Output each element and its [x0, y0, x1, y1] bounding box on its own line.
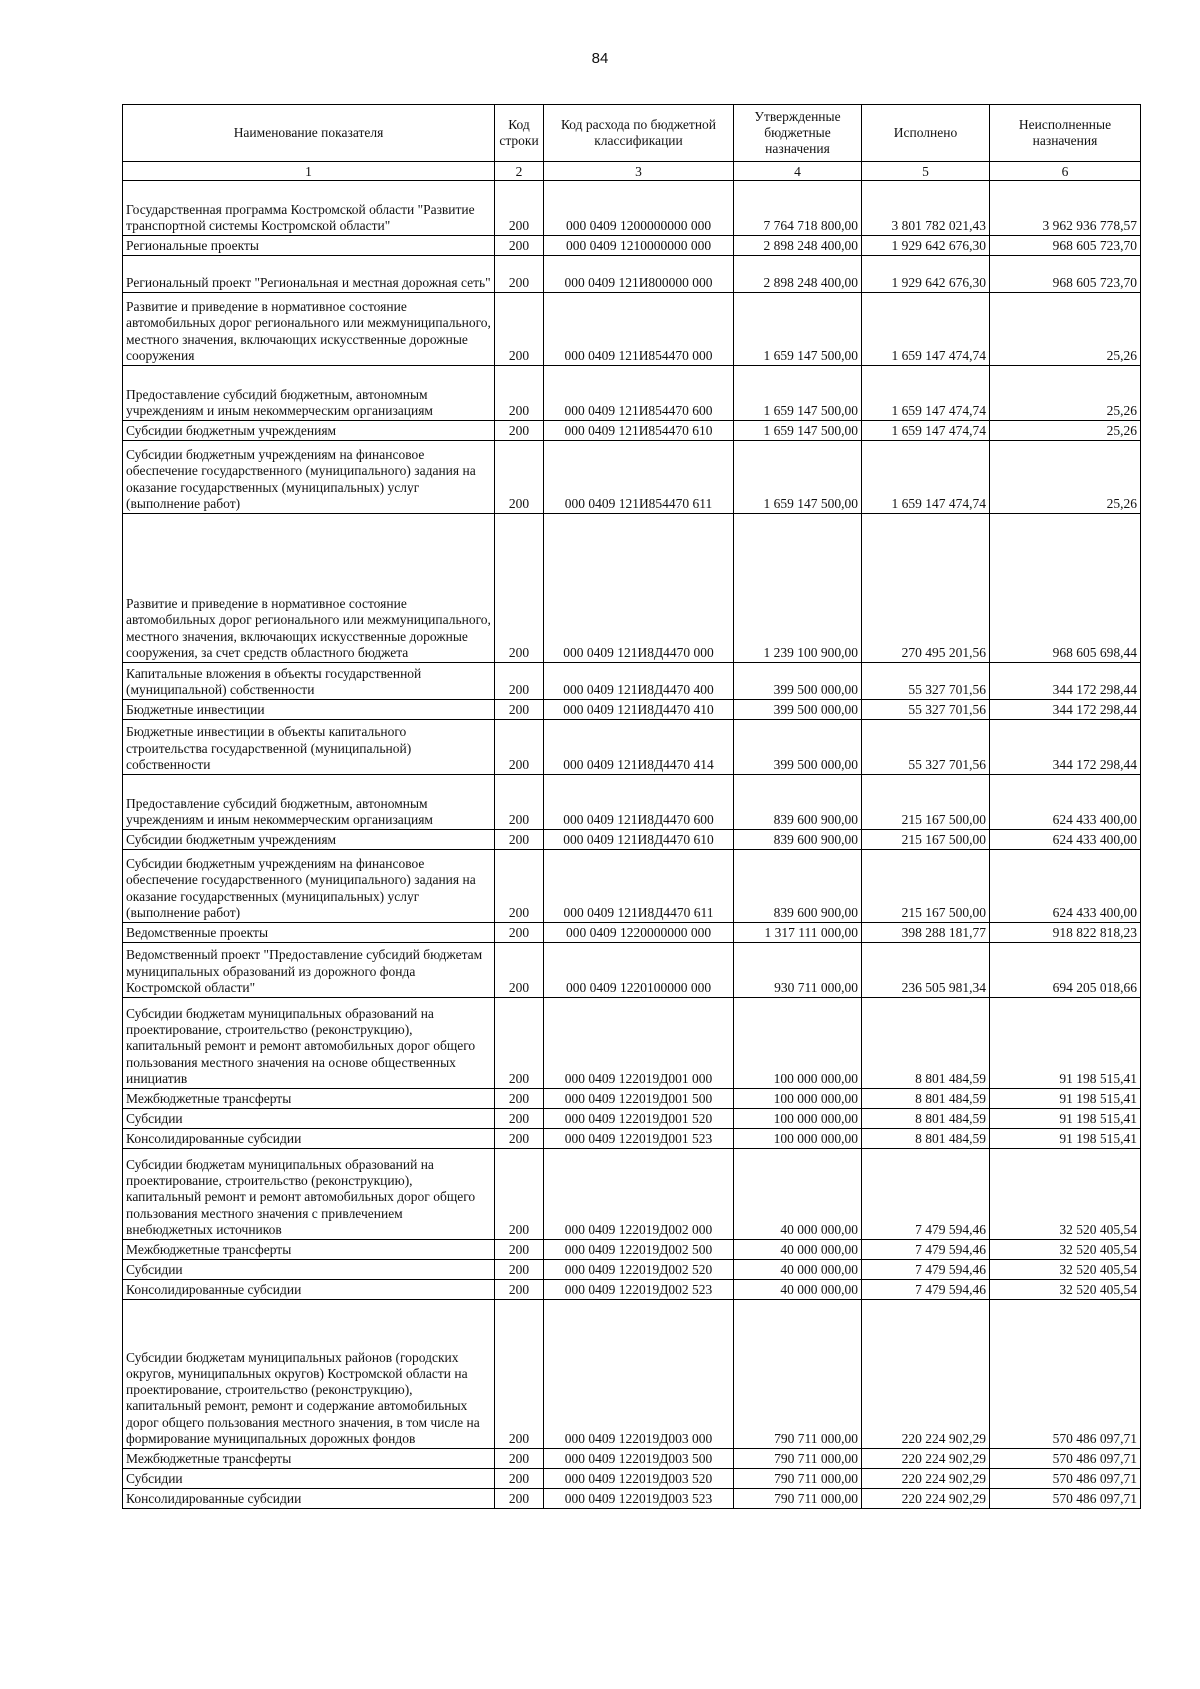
line-code: 200: [495, 1109, 544, 1129]
header-row: [123, 105, 1141, 162]
executed-amount: 3 801 782 021,43: [862, 181, 990, 236]
unexecuted-amount: 32 520 405,54: [990, 1149, 1141, 1240]
indicator-name: Субсидии: [123, 1469, 495, 1489]
executed-amount: 1 929 642 676,30: [862, 256, 990, 293]
table-row: [123, 998, 1141, 1089]
column-number: 5: [862, 162, 990, 181]
indicator-name: Консолидированные субсидии: [123, 1280, 495, 1300]
budget-classification-code: 000 0409 122019Д002 523: [544, 1280, 734, 1300]
budget-classification-code: 000 0409 121И800000 000: [544, 256, 734, 293]
budget-classification-code: 000 0409 121И8Д4470 611: [544, 850, 734, 923]
table-row: [123, 1260, 1141, 1280]
header-budget-classification: Код расхода по бюджетной классификации: [544, 105, 734, 162]
budget-classification-code: 000 0409 121И8Д4470 610: [544, 830, 734, 850]
line-code: 200: [495, 441, 544, 514]
header-indicator-name: Наименование показателя: [123, 105, 495, 162]
unexecuted-amount: 968 605 723,70: [990, 256, 1141, 293]
indicator-name: Субсидии бюджетам муниципальных образований на проектирование, строительство (реконструкцию), капитальный ремонт и ремонт автомобильных дорог общего пользования местного значения с привлечением внебюджетных источников: [123, 1149, 495, 1240]
executed-amount: 236 505 981,34: [862, 943, 990, 998]
line-code: 200: [495, 923, 544, 943]
unexecuted-amount: 624 433 400,00: [990, 850, 1141, 923]
approved-amount: 40 000 000,00: [734, 1240, 862, 1260]
line-code: 200: [495, 1240, 544, 1260]
approved-amount: 790 711 000,00: [734, 1449, 862, 1469]
unexecuted-amount: 25,26: [990, 293, 1141, 366]
page-number: 84: [591, 50, 609, 67]
header-executed: Исполнено: [862, 105, 990, 162]
header-line-code: Код строки: [495, 105, 544, 162]
indicator-name: Субсидии бюджетам муниципальных образований на проектирование, строительство (реконструкцию), капитальный ремонт и ремонт автомобильных дорог общего пользования местного значения на основе общественных инициатив: [123, 998, 495, 1089]
budget-classification-code: 000 0409 1200000000 000: [544, 181, 734, 236]
indicator-name: Межбюджетные трансферты: [123, 1089, 495, 1109]
approved-amount: 1 317 111 000,00: [734, 923, 862, 943]
approved-amount: 40 000 000,00: [734, 1149, 862, 1240]
table-row: [123, 923, 1141, 943]
approved-amount: 2 898 248 400,00: [734, 236, 862, 256]
unexecuted-amount: 32 520 405,54: [990, 1280, 1141, 1300]
line-code: 200: [495, 998, 544, 1089]
indicator-name: Консолидированные субсидии: [123, 1129, 495, 1149]
table-row: [123, 830, 1141, 850]
unexecuted-amount: 344 172 298,44: [990, 700, 1141, 720]
budget-classification-code: 000 0409 121И8Д4470 414: [544, 720, 734, 775]
executed-amount: 215 167 500,00: [862, 775, 990, 830]
unexecuted-amount: 570 486 097,71: [990, 1449, 1141, 1469]
approved-amount: 839 600 900,00: [734, 850, 862, 923]
indicator-name: Субсидии бюджетным учреждениям на финансовое обеспечение государственного (муниципального) задания на оказание государственных (муниципальных) услуг (выполнение работ): [123, 441, 495, 514]
executed-amount: 220 224 902,29: [862, 1489, 990, 1509]
line-code: 200: [495, 943, 544, 998]
line-code: 200: [495, 1129, 544, 1149]
approved-amount: 1 659 147 500,00: [734, 366, 862, 421]
budget-classification-code: 000 0409 121И854470 611: [544, 441, 734, 514]
executed-amount: 1 659 147 474,74: [862, 366, 990, 421]
table-row: [123, 1240, 1141, 1260]
indicator-name: Субсидии: [123, 1260, 495, 1280]
line-code: 200: [495, 293, 544, 366]
line-code: 200: [495, 236, 544, 256]
executed-amount: 8 801 484,59: [862, 1109, 990, 1129]
executed-amount: 8 801 484,59: [862, 1089, 990, 1109]
budget-classification-code: 000 0409 1210000000 000: [544, 236, 734, 256]
indicator-name: Бюджетные инвестиции: [123, 700, 495, 720]
unexecuted-amount: 570 486 097,71: [990, 1469, 1141, 1489]
table-row: [123, 514, 1141, 663]
column-number: 3: [544, 162, 734, 181]
executed-amount: 220 224 902,29: [862, 1300, 990, 1449]
unexecuted-amount: 918 822 818,23: [990, 923, 1141, 943]
line-code: 200: [495, 421, 544, 441]
approved-amount: 399 500 000,00: [734, 663, 862, 700]
unexecuted-amount: 32 520 405,54: [990, 1240, 1141, 1260]
indicator-name: Субсидии бюджетным учреждениям на финансовое обеспечение государственного (муниципального) задания на оказание государственных (муниципальных) услуг (выполнение работ): [123, 850, 495, 923]
line-code: 200: [495, 181, 544, 236]
line-code: 200: [495, 514, 544, 663]
budget-classification-code: 000 0409 121И854470 600: [544, 366, 734, 421]
budget-classification-code: 000 0409 1220000000 000: [544, 923, 734, 943]
approved-amount: 100 000 000,00: [734, 1129, 862, 1149]
unexecuted-amount: 344 172 298,44: [990, 720, 1141, 775]
executed-amount: 215 167 500,00: [862, 850, 990, 923]
executed-amount: 1 659 147 474,74: [862, 441, 990, 514]
budget-classification-code: 000 0409 122019Д002 000: [544, 1149, 734, 1240]
unexecuted-amount: 91 198 515,41: [990, 1109, 1141, 1129]
unexecuted-amount: 570 486 097,71: [990, 1300, 1141, 1449]
table-row: [123, 1129, 1141, 1149]
line-code: 200: [495, 256, 544, 293]
indicator-name: Предоставление субсидий бюджетным, автономным учреждениям и иным некоммерческим организациям: [123, 366, 495, 421]
line-code: 200: [495, 1149, 544, 1240]
indicator-name: Предоставление субсидий бюджетным, автономным учреждениям и иным некоммерческим организациям: [123, 775, 495, 830]
executed-amount: 7 479 594,46: [862, 1260, 990, 1280]
budget-classification-code: 000 0409 122019Д003 500: [544, 1449, 734, 1469]
line-code: 200: [495, 1489, 544, 1509]
budget-classification-code: 000 0409 122019Д001 520: [544, 1109, 734, 1129]
line-code: 200: [495, 775, 544, 830]
line-code: 200: [495, 720, 544, 775]
budget-execution-table: [122, 104, 1141, 1509]
unexecuted-amount: 968 605 698,44: [990, 514, 1141, 663]
executed-amount: 55 327 701,56: [862, 663, 990, 700]
unexecuted-amount: 624 433 400,00: [990, 830, 1141, 850]
budget-classification-code: 000 0409 122019Д003 523: [544, 1489, 734, 1509]
line-code: 200: [495, 1280, 544, 1300]
executed-amount: 55 327 701,56: [862, 700, 990, 720]
executed-amount: 7 479 594,46: [862, 1149, 990, 1240]
unexecuted-amount: 694 205 018,66: [990, 943, 1141, 998]
approved-amount: 399 500 000,00: [734, 700, 862, 720]
column-number-row: [123, 162, 1141, 181]
indicator-name: Капитальные вложения в объекты государственной (муниципальной) собственности: [123, 663, 495, 700]
budget-classification-code: 000 0409 121И8Д4470 400: [544, 663, 734, 700]
approved-amount: 1 659 147 500,00: [734, 421, 862, 441]
table-row: [123, 256, 1141, 293]
header-unexecuted: Неисполненные назначения: [990, 105, 1141, 162]
budget-classification-code: 000 0409 122019Д003 520: [544, 1469, 734, 1489]
approved-amount: 839 600 900,00: [734, 830, 862, 850]
budget-classification-code: 000 0409 122019Д001 000: [544, 998, 734, 1089]
table-row: [123, 1449, 1141, 1469]
table-row: [123, 775, 1141, 830]
line-code: 200: [495, 663, 544, 700]
executed-amount: 215 167 500,00: [862, 830, 990, 850]
unexecuted-amount: 3 962 936 778,57: [990, 181, 1141, 236]
table-row: [123, 1089, 1141, 1109]
table-row: [123, 720, 1141, 775]
approved-amount: 40 000 000,00: [734, 1280, 862, 1300]
unexecuted-amount: 25,26: [990, 421, 1141, 441]
approved-amount: 40 000 000,00: [734, 1260, 862, 1280]
unexecuted-amount: 968 605 723,70: [990, 236, 1141, 256]
indicator-name: Субсидии бюджетным учреждениям: [123, 830, 495, 850]
approved-amount: 930 711 000,00: [734, 943, 862, 998]
unexecuted-amount: 32 520 405,54: [990, 1260, 1141, 1280]
approved-amount: 1 659 147 500,00: [734, 293, 862, 366]
column-number: 6: [990, 162, 1141, 181]
unexecuted-amount: 91 198 515,41: [990, 1089, 1141, 1109]
unexecuted-amount: 25,26: [990, 441, 1141, 514]
budget-classification-code: 000 0409 121И854470 000: [544, 293, 734, 366]
indicator-name: Субсидии бюджетным учреждениям: [123, 421, 495, 441]
line-code: 200: [495, 830, 544, 850]
budget-classification-code: 000 0409 122019Д001 500: [544, 1089, 734, 1109]
line-code: 200: [495, 700, 544, 720]
budget-classification-code: 000 0409 121И8Д4470 600: [544, 775, 734, 830]
indicator-name: Ведомственные проекты: [123, 923, 495, 943]
indicator-name: Межбюджетные трансферты: [123, 1449, 495, 1469]
budget-classification-code: 000 0409 121И8Д4470 000: [544, 514, 734, 663]
column-number: 1: [123, 162, 495, 181]
budget-classification-code: 000 0409 121И8Д4470 410: [544, 700, 734, 720]
line-code: 200: [495, 1300, 544, 1449]
budget-classification-code: 000 0409 122019Д001 523: [544, 1129, 734, 1149]
table-row: [123, 236, 1141, 256]
approved-amount: 790 711 000,00: [734, 1489, 862, 1509]
table-row: [123, 1300, 1141, 1449]
column-number: 4: [734, 162, 862, 181]
indicator-name: Региональные проекты: [123, 236, 495, 256]
unexecuted-amount: 25,26: [990, 366, 1141, 421]
table-row: [123, 850, 1141, 923]
unexecuted-amount: 91 198 515,41: [990, 1129, 1141, 1149]
table-row: [123, 1280, 1141, 1300]
approved-amount: 790 711 000,00: [734, 1300, 862, 1449]
line-code: 200: [495, 850, 544, 923]
budget-classification-code: 000 0409 122019Д003 000: [544, 1300, 734, 1449]
indicator-name: Бюджетные инвестиции в объекты капитального строительства государственной (муниципальной) собственности: [123, 720, 495, 775]
unexecuted-amount: 344 172 298,44: [990, 663, 1141, 700]
approved-amount: 100 000 000,00: [734, 998, 862, 1089]
table-row: [123, 700, 1141, 720]
indicator-name: Развитие и приведение в нормативное состояние автомобильных дорог регионального или межмуниципального, местного значения, включающих искусственные дорожные сооружения: [123, 293, 495, 366]
executed-amount: 1 929 642 676,30: [862, 236, 990, 256]
budget-classification-code: 000 0409 122019Д002 520: [544, 1260, 734, 1280]
line-code: 200: [495, 366, 544, 421]
unexecuted-amount: 570 486 097,71: [990, 1489, 1141, 1509]
budget-classification-code: 000 0409 122019Д002 500: [544, 1240, 734, 1260]
indicator-name: Ведомственный проект "Предоставление субсидий бюджетам муниципальных образований из дорожного фонда Костромской области": [123, 943, 495, 998]
executed-amount: 7 479 594,46: [862, 1280, 990, 1300]
table-row: [123, 1469, 1141, 1489]
approved-amount: 790 711 000,00: [734, 1469, 862, 1489]
executed-amount: 8 801 484,59: [862, 1129, 990, 1149]
indicator-name: Консолидированные субсидии: [123, 1489, 495, 1509]
line-code: 200: [495, 1089, 544, 1109]
table-row: [123, 181, 1141, 236]
executed-amount: 270 495 201,56: [862, 514, 990, 663]
indicator-name: Государственная программа Костромской области "Развитие транспортной системы Костромской области": [123, 181, 495, 236]
line-code: 200: [495, 1469, 544, 1489]
approved-amount: 2 898 248 400,00: [734, 256, 862, 293]
executed-amount: 220 224 902,29: [862, 1469, 990, 1489]
header-approved: Утвержденные бюджетные назначения: [734, 105, 862, 162]
executed-amount: 7 479 594,46: [862, 1240, 990, 1260]
indicator-name: Региональный проект "Региональная и местная дорожная сеть": [123, 256, 495, 293]
table-row: [123, 1109, 1141, 1129]
approved-amount: 7 764 718 800,00: [734, 181, 862, 236]
executed-amount: 1 659 147 474,74: [862, 293, 990, 366]
budget-classification-code: 000 0409 1220100000 000: [544, 943, 734, 998]
unexecuted-amount: 91 198 515,41: [990, 998, 1141, 1089]
table-row: [123, 1149, 1141, 1240]
table-row: [123, 421, 1141, 441]
approved-amount: 1 659 147 500,00: [734, 441, 862, 514]
unexecuted-amount: 624 433 400,00: [990, 775, 1141, 830]
indicator-name: Межбюджетные трансферты: [123, 1240, 495, 1260]
approved-amount: 839 600 900,00: [734, 775, 862, 830]
approved-amount: 399 500 000,00: [734, 720, 862, 775]
table-row: [123, 293, 1141, 366]
executed-amount: 8 801 484,59: [862, 998, 990, 1089]
executed-amount: 1 659 147 474,74: [862, 421, 990, 441]
executed-amount: 55 327 701,56: [862, 720, 990, 775]
budget-classification-code: 000 0409 121И854470 610: [544, 421, 734, 441]
table-row: [123, 366, 1141, 421]
table-row: [123, 1489, 1141, 1509]
approved-amount: 100 000 000,00: [734, 1089, 862, 1109]
table-row: [123, 663, 1141, 700]
column-number: 2: [495, 162, 544, 181]
executed-amount: 220 224 902,29: [862, 1449, 990, 1469]
table-body: [123, 181, 1141, 1509]
indicator-name: Субсидии бюджетам муниципальных районов (городских округов, муниципальных округов) Костромской области на проектирование, строительство (реконструкцию), капитальный ремонт, ремонт и содержание автомобильных дорог общего пользования местного значения, в том числе на формирование муниципальных дорожных фондов: [123, 1300, 495, 1449]
executed-amount: 398 288 181,77: [862, 923, 990, 943]
line-code: 200: [495, 1449, 544, 1469]
approved-amount: 1 239 100 900,00: [734, 514, 862, 663]
approved-amount: 100 000 000,00: [734, 1109, 862, 1129]
table-row: [123, 943, 1141, 998]
indicator-name: Субсидии: [123, 1109, 495, 1129]
table-row: [123, 441, 1141, 514]
line-code: 200: [495, 1260, 544, 1280]
indicator-name: Развитие и приведение в нормативное состояние автомобильных дорог регионального или межмуниципального, местного значения, включающих искусственные дорожные сооружения, за счет средств областного бюджета: [123, 514, 495, 663]
